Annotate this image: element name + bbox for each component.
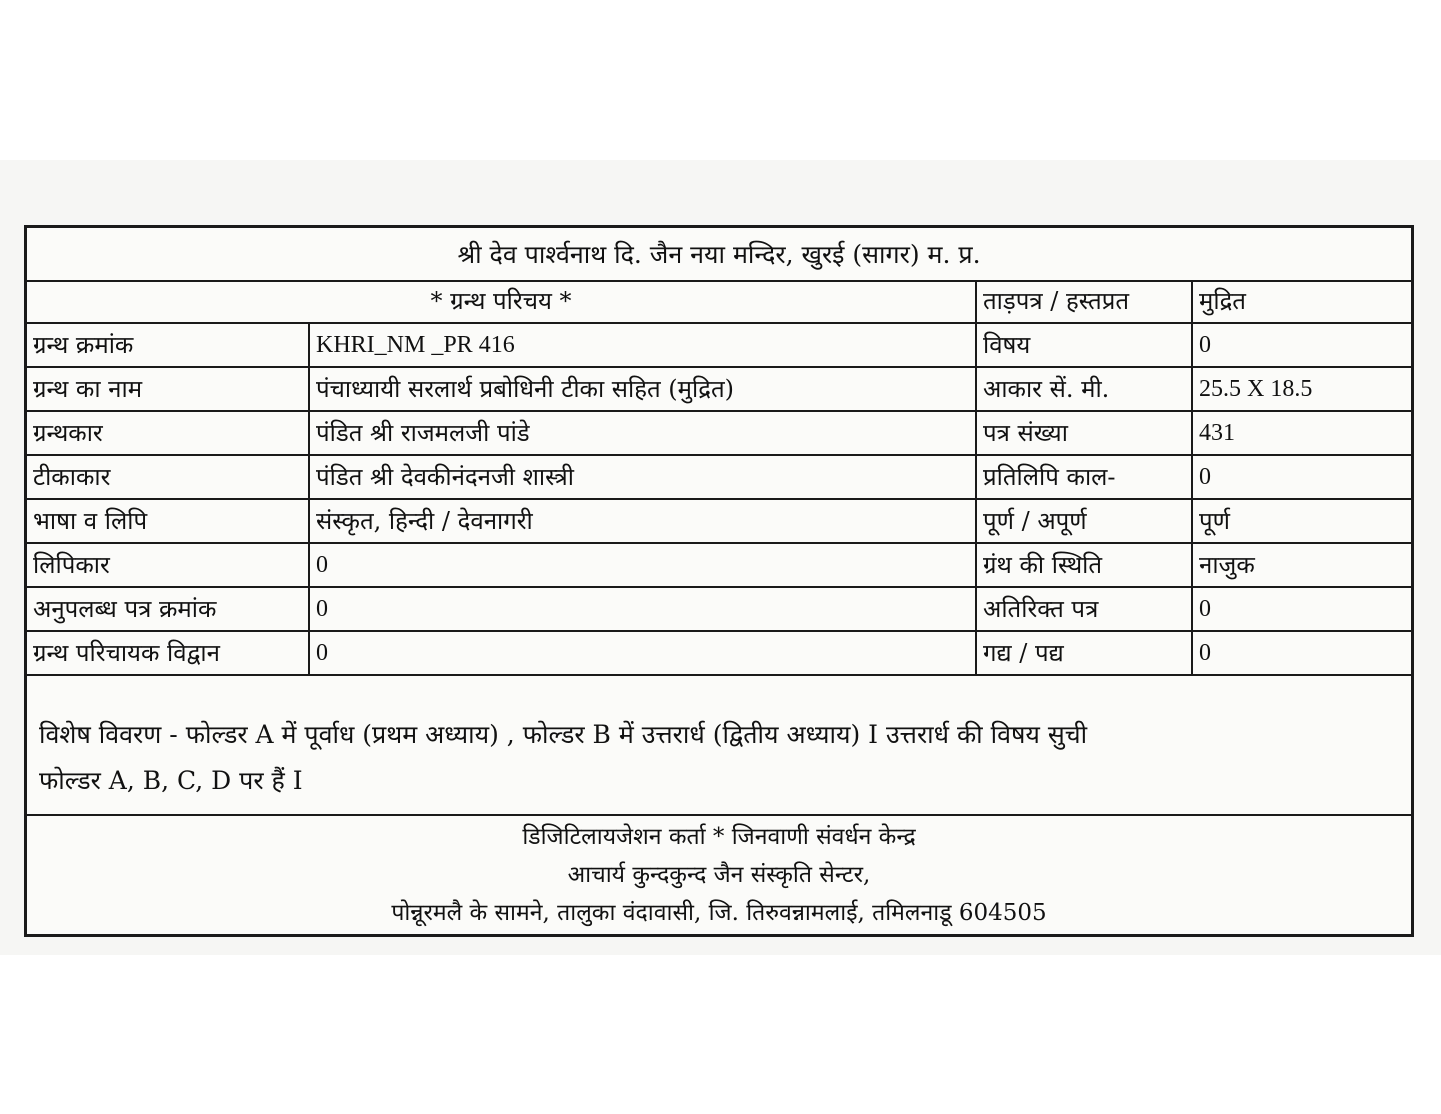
digitization-footer <box>27 816 1411 936</box>
row-label2: विषय <box>976 323 1192 367</box>
table-row <box>27 499 1411 543</box>
row-value: 0 <box>309 543 976 587</box>
row-label2: ग्रंथ की स्थिति <box>976 543 1192 587</box>
row-value2: 0 <box>1192 323 1411 367</box>
table-row <box>27 323 1411 367</box>
special-details-line1: विशेष विवरण - फोल्डर A में पूर्वाध (प्रथम अध्याय) , फोल्डर B में उत्तरार्ध (द्वितीय अध्याय) I उत्तरार्ध की विषय सुची <box>39 720 1088 749</box>
manuscript-info-card <box>24 225 1414 937</box>
table-row <box>27 587 1411 631</box>
table-row <box>27 543 1411 587</box>
row-value2: 431 <box>1192 411 1411 455</box>
special-details-line2: फोल्डर A, B, C, D पर हैं I <box>39 766 303 795</box>
row-label: भाषा व लिपि <box>27 499 309 543</box>
row-value: पंचाध्यायी सरलार्थ प्रबोधिनी टीका सहित (मुद्रित) <box>309 367 976 411</box>
row-value2: 25.5 X 18.5 <box>1192 367 1411 411</box>
row-label: ग्रन्थ परिचायक विद्वान <box>27 631 309 675</box>
row-value2: पूर्ण <box>1192 499 1411 543</box>
intro-row <box>27 280 1411 323</box>
row-value: संस्कृत, हिन्दी / देवनागरी <box>309 499 976 543</box>
row-label: ग्रन्थ का नाम <box>27 367 309 411</box>
row-label2: पूर्ण / अपूर्ण <box>976 499 1192 543</box>
table-row <box>27 367 1411 411</box>
footer-line1: डिजिटिलायजेशन कर्ता * जिनवाणी संवर्धन केन्द्र <box>522 824 916 850</box>
footer-line2: आचार्य कुन्दकुन्द जैन संस्कृति सेन्टर, <box>567 862 871 888</box>
special-details <box>27 704 1411 816</box>
row-value: पंडित श्री राजमलजी पांडे <box>309 411 976 455</box>
row-value: 0 <box>309 587 976 631</box>
row-label2: पत्र संख्या <box>976 411 1192 455</box>
row-label2: गद्य / पद्य <box>976 631 1192 675</box>
table-row <box>27 411 1411 455</box>
row-label: ग्रन्थ क्रमांक <box>27 323 309 367</box>
row-value2: 0 <box>1192 631 1411 675</box>
row-label: अनुपलब्ध पत्र क्रमांक <box>27 587 309 631</box>
intro-heading: * ग्रन्थ परिचय * <box>27 280 976 323</box>
row-label2: प्रतिलिपि काल- <box>976 455 1192 499</box>
row-value2: 0 <box>1192 455 1411 499</box>
info-table <box>27 280 1411 676</box>
row-label2: आकार सें. मी. <box>976 367 1192 411</box>
row-value: KHRI_NM _PR 416 <box>309 323 976 367</box>
intro-value: मुद्रित <box>1192 280 1411 323</box>
row-value2: 0 <box>1192 587 1411 631</box>
row-value: पंडित श्री देवकीनंदनजी शास्त्री <box>309 455 976 499</box>
temple-title: श्री देव पार्श्वनाथ दि. जैन नया मन्दिर, खुरई (सागर) म. प्र. <box>27 228 1411 282</box>
row-label: लिपिकार <box>27 543 309 587</box>
intro-label: ताड़पत्र / हस्तप्रत <box>976 280 1192 323</box>
row-label: टीकाकार <box>27 455 309 499</box>
row-value2: नाजुक <box>1192 543 1411 587</box>
table-row <box>27 455 1411 499</box>
footer-line3: पोन्नूरमलै के सामने, तालुका वंदावासी, जि. तिरुवन्नामलाई, तमिलनाडू 604505 <box>391 900 1047 926</box>
row-label: ग्रन्थकार <box>27 411 309 455</box>
row-label2: अतिरिक्त पत्र <box>976 587 1192 631</box>
table-row <box>27 631 1411 675</box>
row-value: 0 <box>309 631 976 675</box>
